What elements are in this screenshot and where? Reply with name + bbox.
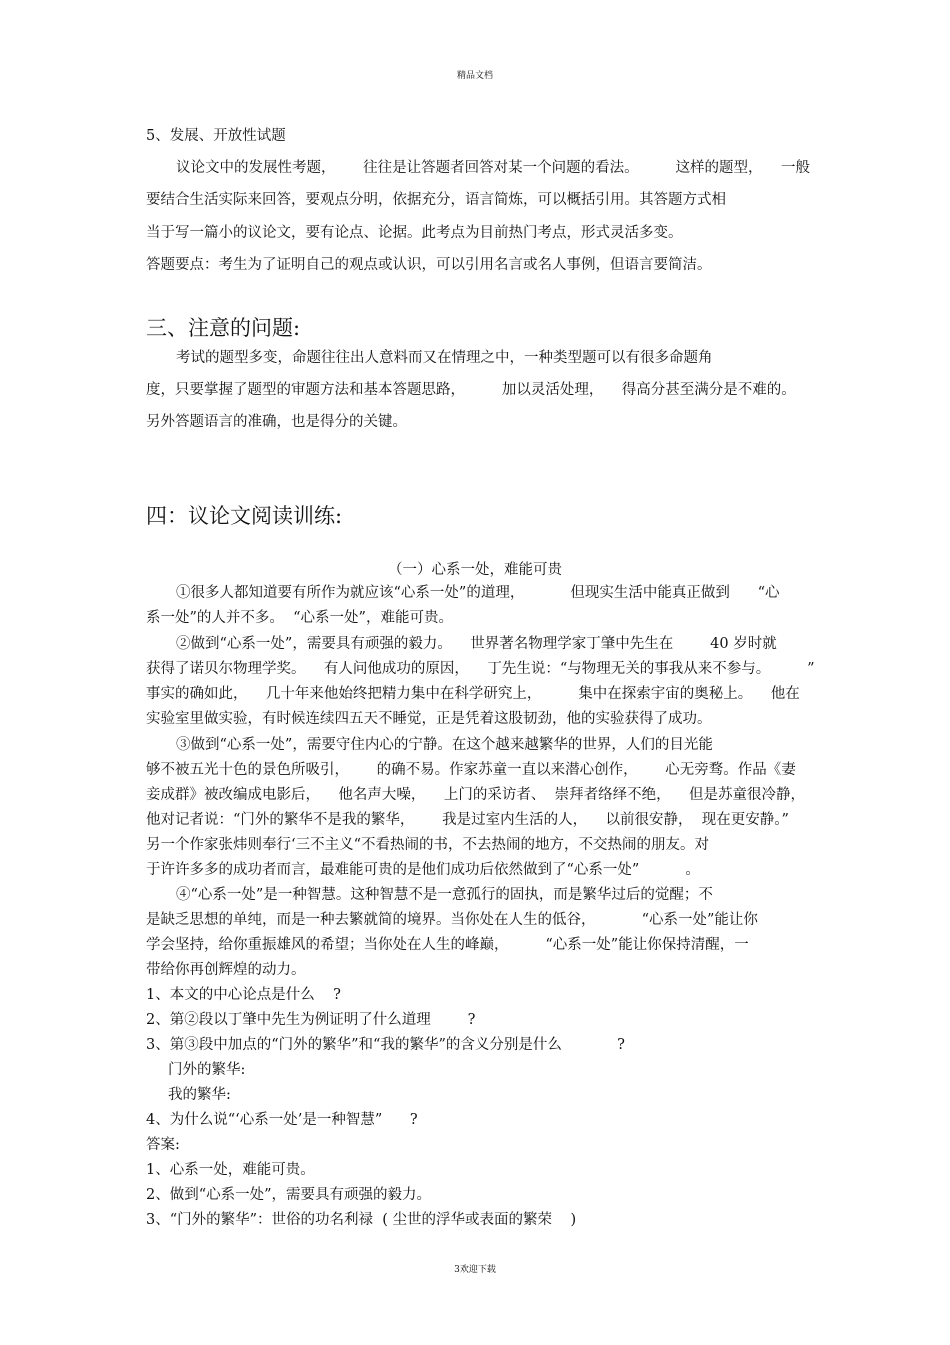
paragraph-line: 妾成群》被改编成电影后， 他名声大噪， 上门的采访者、 崇拜者络绎不绝， 但是苏童很冷静， [146, 787, 806, 803]
question-line: 4、为什么说“‘心系一处’是一种智慧” ? [146, 1112, 418, 1128]
answer-line: 2、做到“心系一处”，需要具有顽强的毅力。 [146, 1187, 432, 1203]
paragraph-line: 带给你再创辉煌的动力。 [146, 962, 306, 978]
paragraph-line: 学会坚持，给你重振雄风的希望；当你处在人生的峰巅， “心系一处”能让你保持清醒，一 [146, 937, 749, 953]
question-line: 1、本文的中心论点是什么 ? [146, 987, 341, 1003]
paragraph-line: 于许许多多的成功者而言，最难能可贵的是他们成功后依然做到了“心系一处” 。 [146, 862, 700, 878]
paragraph-line: 够不被五光十色的景色所吸引， 的确不易。作家苏童一直以来潜心创作， 心无旁骛。作品《妻 [146, 762, 796, 778]
paragraph-line: 另外答题语言的准确，也是得分的关键。 [146, 414, 407, 430]
paragraph-line: 度，只要掌握了题型的审题方法和基本答题思路， 加以灵活处理， 得高分甚至满分是不难的。 [146, 382, 796, 398]
paragraph-line: 实验室里做实验，有时候连续四五天不睡觉，正是凭着这股韧劲，他的实验获得了成功。 [146, 711, 712, 727]
paragraph-line: 获得了诺贝尔物理学奖。 有人问他成功的原因， 丁先生说：“与物理无关的事我从来不参与。 ” [146, 661, 815, 677]
paragraph-line: 他对记者说：“门外的繁华不是我的繁华， 我是过室内生活的人， 以前很安静， 现在更安静。” [146, 812, 789, 828]
paragraph-line: 要结合生活实际来回答，要观点分明，依据充分，语言简炼，可以概括引用。其答题方式相 [146, 192, 726, 208]
paragraph-line: ③做到“心系一处”，需要守住内心的宁静。在这个越来越繁华的世界，人们的目光能 [176, 737, 713, 753]
section-3-title: 三、注意的问题: [146, 316, 301, 340]
section-4-title: 四：议论文阅读训练: [146, 504, 343, 528]
paragraph-line: 另一个作家张炜则奉行‘三不主义“不看热闹的书，不去热闹的地方，不交热闹的朋友。对 [146, 837, 710, 853]
paragraph-line: 事实的确如此， 几十年来他始终把精力集中在科学研究上， 集中在探索宇宙的奥秘上。 他在 [146, 686, 800, 702]
section-5-title: 5、发展、开放性试题 [146, 128, 286, 144]
answers-heading: 答案: [146, 1137, 180, 1153]
answer-line: 3、“门外的繁华”：世俗的功名利禄 ( 尘世的浮华或表面的繁荣 ) [146, 1212, 577, 1228]
page-header: 精品文档 [456, 71, 493, 81]
paragraph-line: 当于写一篇小的议论文，要有论点、论据。此考点为目前热门考点，形式灵活多变。 [146, 225, 683, 241]
paragraph-line: 答题要点：考生为了证明自己的观点或认识，可以引用名言或名人事例，但语言要简洁。 [146, 257, 712, 273]
paragraph-line: ①很多人都知道要有所作为就应该“心系一处”的道理， 但现实生活中能真正做到 “心 [176, 585, 780, 601]
question-line: 3、第③段中加点的“门外的繁华”和“我的繁华”的含义分别是什么 ? [146, 1037, 625, 1053]
paragraph-line: ④“心系一处”是一种智慧。这种智慧不是一意孤行的固执，而是繁华过后的觉醒；不 [176, 887, 713, 903]
paragraph-line: 议论文中的发展性考题， 往往是让答题者回答对某一个问题的看法。 这样的题型， 一般 [176, 160, 810, 176]
paragraph-line: 是缺乏思想的单纯，而是一种去繁就简的境界。当你处在人生的低谷， “心系一处”能让你 [146, 912, 758, 928]
paragraph-line: 考试的题型多变，命题往往出人意料而又在情理之中，一种类型题可以有很多命题角 [176, 350, 713, 366]
answer-line: 1、心系一处，难能可贵。 [146, 1162, 315, 1178]
paragraph-line: 系一处”的人并不多。 “心系一处”，难能可贵。 [146, 610, 453, 626]
answer-blank-label: 门外的繁华: [168, 1062, 246, 1078]
page-footer: 3欢迎下载 [454, 1265, 496, 1275]
answer-blank-label: 我的繁华: [168, 1087, 231, 1103]
article-title: （一）心系一处，难能可贵 [388, 562, 562, 578]
question-line: 2、第②段以丁肇中先生为例证明了什么道理 ? [146, 1012, 476, 1028]
paragraph-line: ②做到“心系一处”，需要具有顽强的毅力。 世界著名物理学家丁肇中先生在 40 岁时就 [176, 636, 777, 652]
